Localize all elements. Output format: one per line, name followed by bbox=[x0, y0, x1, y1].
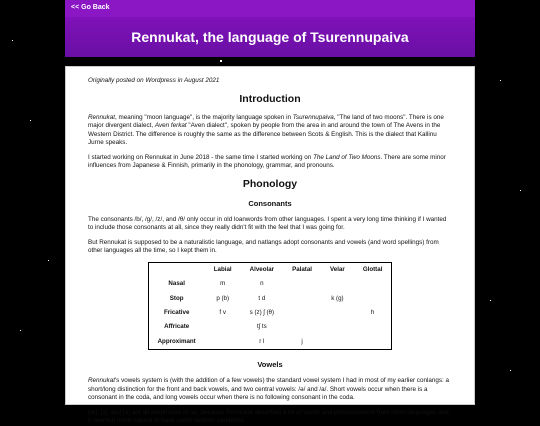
table-cell: p (b) bbox=[216, 294, 230, 302]
subheading-consonants: Consonants bbox=[248, 198, 292, 208]
table-row-label: Stop bbox=[169, 294, 184, 302]
table-header-cell: Palatal bbox=[292, 265, 313, 273]
posting-note: Originally posted on Wordpress in August 2021 bbox=[88, 77, 220, 84]
table-cell bbox=[205, 320, 241, 334]
table-cell: r l bbox=[259, 337, 265, 345]
table-cell bbox=[283, 320, 321, 334]
section-heading-phonology: Phonology bbox=[242, 177, 298, 190]
table-row bbox=[148, 277, 392, 291]
table-cell: k (g) bbox=[331, 294, 344, 302]
table-header-cell: Glottal bbox=[362, 265, 383, 273]
table-cell bbox=[321, 320, 354, 334]
article-content bbox=[65, 66, 475, 425]
page-header-banner bbox=[65, 17, 475, 57]
table-row bbox=[148, 306, 392, 320]
table-row-label: Approximant bbox=[157, 337, 196, 345]
table-cell bbox=[354, 277, 392, 291]
table-header-cell: Labial bbox=[213, 265, 232, 273]
section-heading-introduction: Introduction bbox=[239, 92, 301, 105]
table-cell: tʃ ts bbox=[257, 323, 267, 331]
page-title: Rennukat, the language of Tsurennupaiva bbox=[131, 29, 409, 45]
table-cell: s (z) ʃ (θ) bbox=[249, 309, 275, 317]
table-row-label: Nasal bbox=[168, 280, 185, 288]
table-row bbox=[148, 320, 392, 334]
vowels-paragraph-2: [æ], [ɔ], and [ə] are all allophones of /a/, because Rennukat absorbed a lot of words and pronunciations from other languages and it seemed more natural to have some random variations. bbox=[88, 408, 449, 425]
table-cell: h bbox=[370, 309, 375, 317]
table-cell: f v bbox=[219, 309, 226, 317]
subheading-vowels: Vowels bbox=[257, 360, 283, 370]
table-row bbox=[148, 292, 392, 306]
vowels-paragraph-1: Rennukat's vowels system is (with the addition of a few vowels) the standard vowel system I had in most of my earlier conlangs: a short/long distinction for the front and back vowels, and two central vowels: /ə/ and /a/. Short vowels occur when there is a consonant in the coda, and long vowels occur when there is no following consonant in the coda. bbox=[88, 377, 449, 402]
table-header-cell: Velar bbox=[330, 265, 345, 273]
table-cell bbox=[354, 335, 392, 350]
table-header-row bbox=[148, 262, 392, 277]
table-header-cell: Alveolar bbox=[249, 265, 275, 273]
table-row-label: Affricate bbox=[164, 323, 190, 331]
table-cell bbox=[321, 277, 354, 291]
table-cell: n bbox=[260, 280, 264, 288]
table-cell bbox=[283, 306, 321, 320]
intro-paragraph-2: I started working on Rennukat in June 2018 - the same time I started working on The Land of Two Moons. There are some minor influences from Japanese & Finnish, primarily in the phonology, grammar, and pronouns. bbox=[88, 153, 446, 170]
consonants-paragraph-1: The consonants /b/, /g/, /z/, and /θ/ only occur in old loanwords from other languages. I spent a very long time thinking if I wanted to include those consonants at all, since they really didn't fit with the feel that I was going for. bbox=[88, 215, 447, 232]
table-cell: j bbox=[301, 337, 303, 345]
table-row bbox=[148, 335, 392, 350]
table-cell: t d bbox=[258, 294, 266, 302]
table-cell bbox=[283, 292, 321, 306]
table-cell bbox=[354, 292, 392, 306]
consonants-paragraph-2: But Rennukat is supposed to be a naturalistic language, and natlangs adopt consonants and vowels (and word spellings) from other languages all the time, so I kept them in. bbox=[88, 238, 439, 255]
intro-paragraph-1: Rennukat, meaning "moon language", is the majority language spoken in Tsurennupaiva, "The land of two moons". There is one major divergent dialect, Aven ferkat "Aven dialect", spoken by people from the area in and around the town of The Avens in the Western District. The difference is roughly the same as the difference between Scots & English. This is the dialect that Kallinu Jurne speaks. bbox=[88, 113, 444, 147]
table-cell: m bbox=[220, 280, 226, 288]
top-nav-bar bbox=[65, 0, 475, 17]
table-cell bbox=[205, 335, 241, 350]
table-cell bbox=[321, 335, 354, 350]
table-cell bbox=[354, 320, 392, 334]
table-cell bbox=[283, 277, 321, 291]
consonant-table bbox=[148, 262, 393, 350]
go-back-link[interactable]: << Go Back bbox=[71, 4, 110, 11]
table-row-label: Fricative bbox=[163, 309, 190, 317]
table-header-cell bbox=[148, 262, 205, 277]
table-cell bbox=[321, 306, 354, 320]
